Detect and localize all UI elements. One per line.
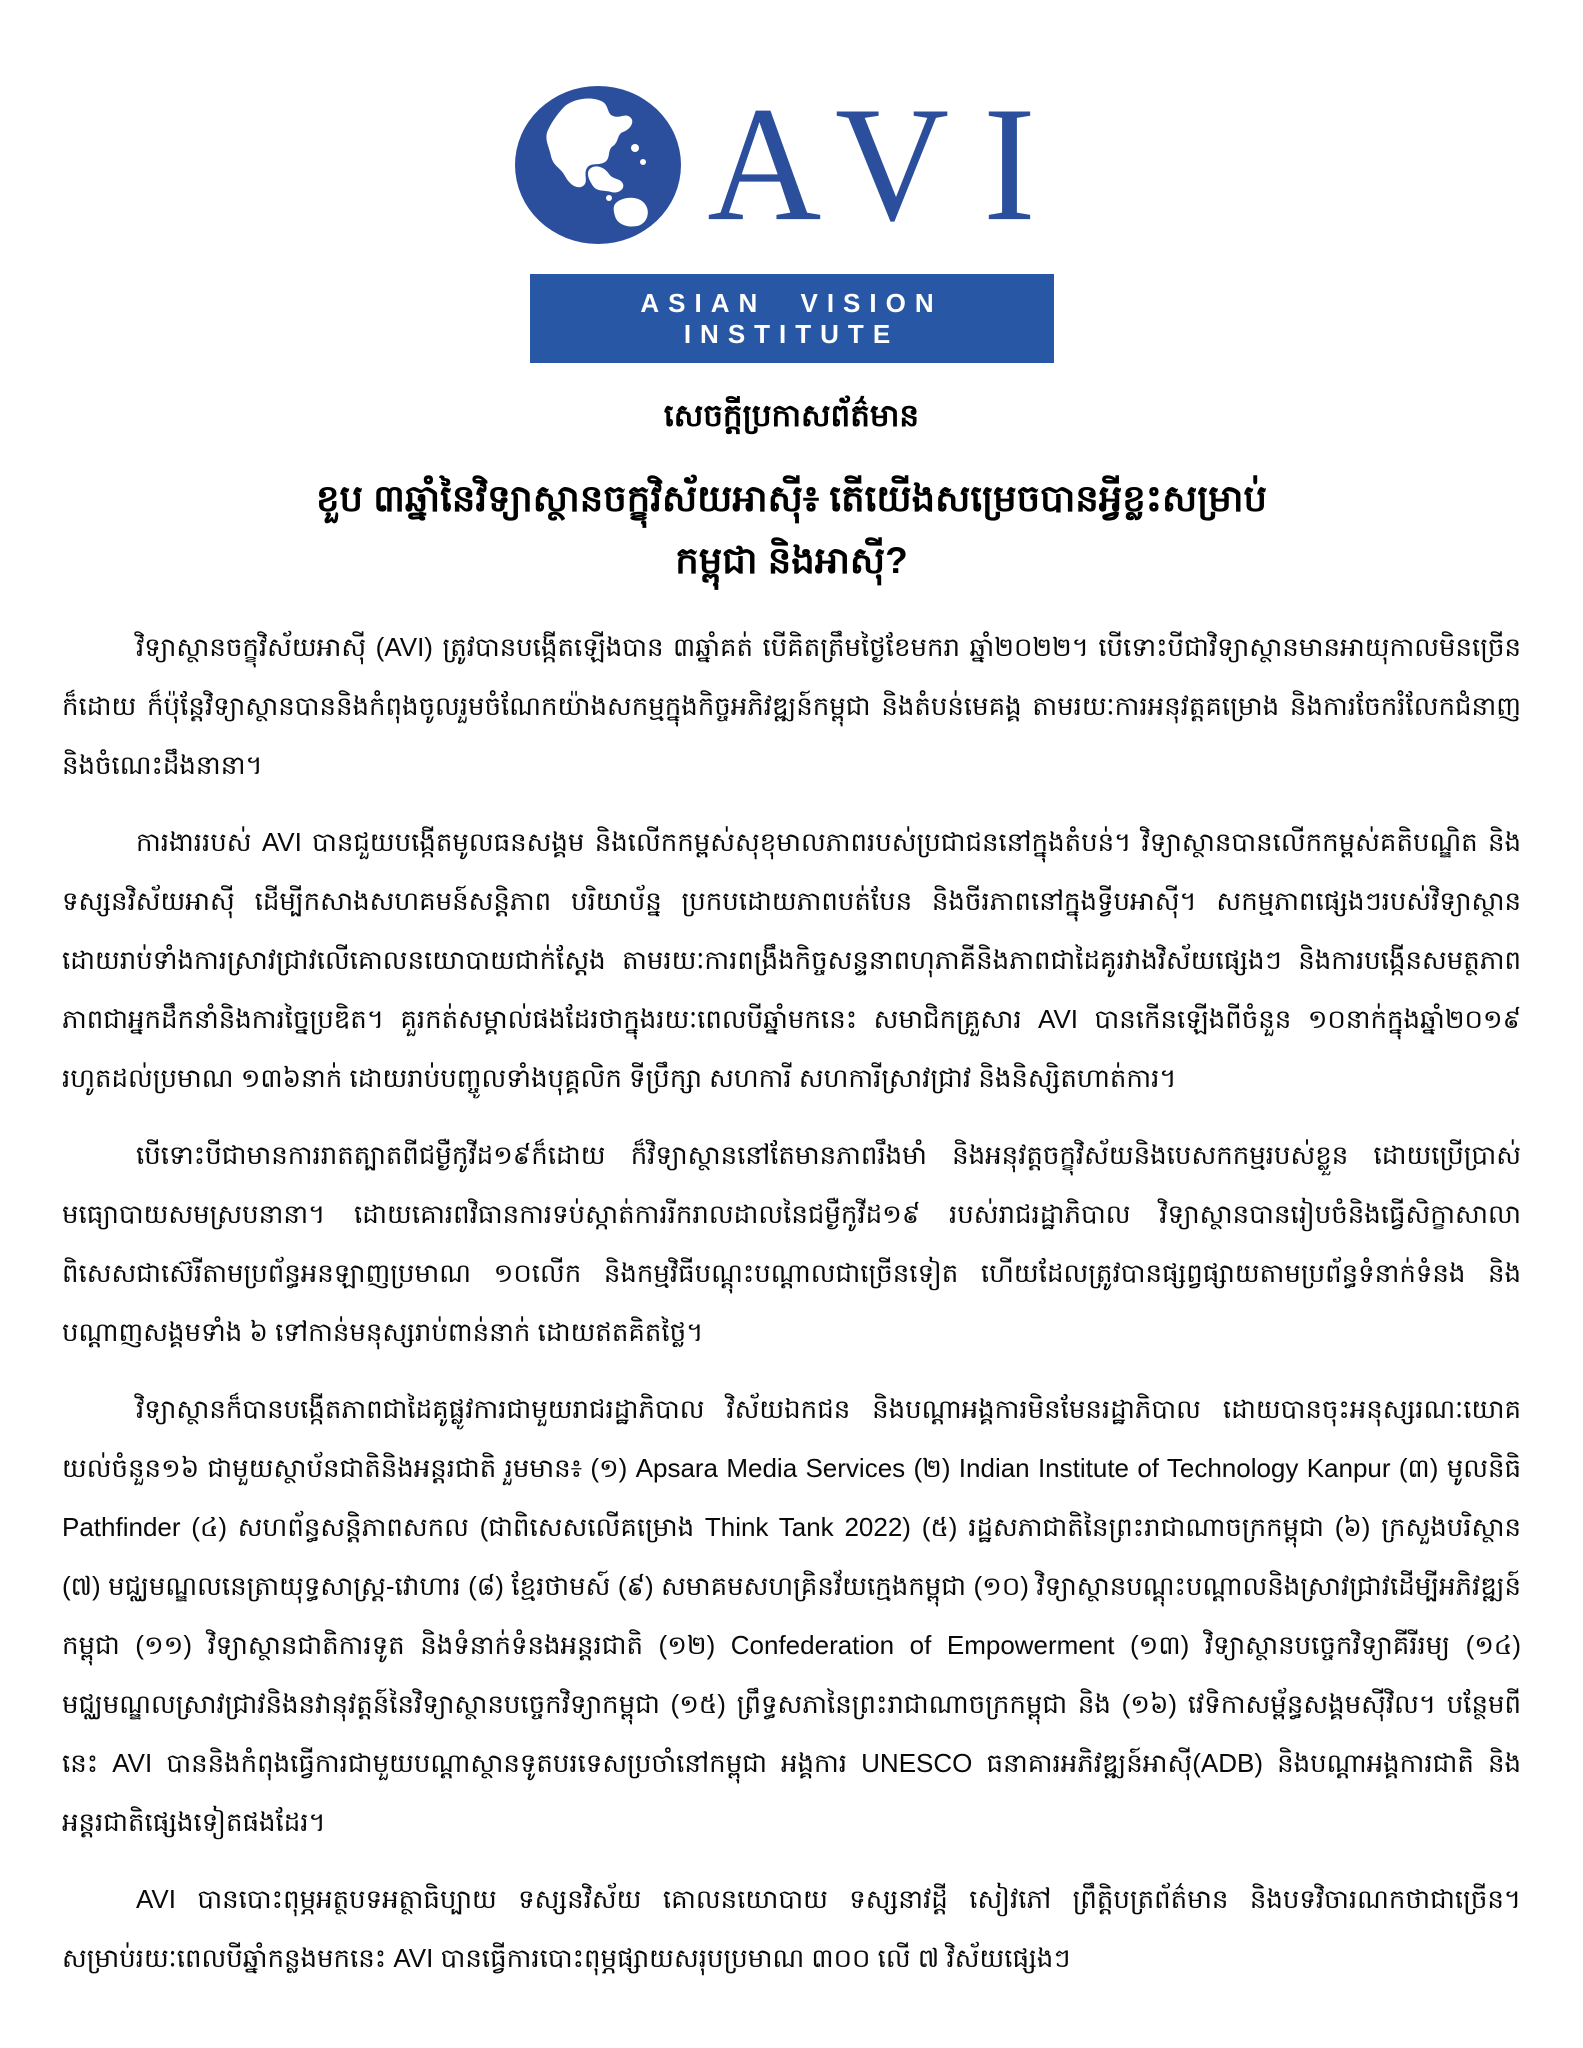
document-title xyxy=(102,468,1481,592)
globe-asia-pacific-icon xyxy=(513,84,683,246)
logo-banner: ASIAN VISION INSTITUTE xyxy=(530,274,1054,363)
paragraph-3: បើទោះបីជាមានការរាតត្បាតពីជម្ងឺកូវីដ១៩ក៏ដោយ ក៏វិទ្យាស្ថាននៅតែមានភាពរឹងមាំ និងអនុវត្តចក្ខុវិស័យនិងបេសកកម្មរបស់ខ្លួន ដោយប្រើប្រាស់មធ្យោបាយសមស្របនានា។ ដោយគោរពវិធានការទប់ស្កាត់ការរីករាលដាលនៃជម្ងឺកូវីដ១៩ របស់រាជរដ្ឋាភិបាល វិទ្យាស្ថានបានរៀបចំនិងធ្វើសិក្ខាសាលាពិសេសជាស៊េរីតាមប្រព័ន្ធអនឡាញប្រមាណ ១០លើក និងកម្មវិធីបណ្តុះបណ្តាលជាច្រើនទៀត ហើយដែលត្រូវបានផ្សព្វផ្សាយតាមប្រព័ន្ធទំនាក់ទំនង និងបណ្តាញសង្គមទាំង ៦ ទៅកាន់មនុស្សរាប់ពាន់នាក់ ដោយឥតគិតថ្លៃ។ xyxy=(62,1140,1521,1347)
paragraph-4: វិទ្យាស្ថានក៏បានបង្កើតភាពជាដៃគូផ្លូវការជាមួយរាជរដ្ឋាភិបាល វិស័យឯកជន និងបណ្តាអង្គការមិនមែនរដ្ឋាភិបាល ដោយបានចុះអនុស្សរណៈយោគយល់ចំនួន១៦ ជាមួយស្ថាប័នជាតិនិងអន្តរជាតិ រួមមាន៖ (១) Apsara Media Services (២) Indian Institute of Technology Kanpur (៣) មូលនិធិ Pathfinder (៤) សហព័ន្ធសន្តិភាពសកល (ជាពិសេសលើគម្រោង Think Tank 2022) (៥) រដ្ឋសភាជាតិនៃព្រះរាជាណាចក្រកម្ពុជា (៦) ក្រសួងបរិស្ថាន (៧) មជ្ឈមណ្ឌលនេត្រាយុទ្ធសាស្ត្រ-វោហារ (៨) ខ្មែរថាមស៍ (៩) សមាគមសហគ្រិនវ័យក្មេងកម្ពុជា (១០) វិទ្យាស្ថានបណ្តុះបណ្តាលនិងស្រាវជ្រាវដើម្បីអភិវឌ្ឍន៍កម្ពុជា (១១) វិទ្យាស្ថានជាតិការទូត និងទំនាក់ទំនងអន្តរជាតិ (១២) Confederation of Empowerment (១៣) វិទ្យាស្ថានបច្ចេកវិទ្យាគីរីរម្យ (១៤) មជ្ឈមណ្ឌលស្រាវជ្រាវនិងនវានុវត្តន៍នៃវិទ្យាស្ថានបច្ចេកវិទ្យាកម្ពុជា (១៥) ព្រឹទ្ធសភានៃព្រះរាជាណាចក្រកម្ពុជា និង (១៦) វេទិកាសម្ព័ន្ធសង្គមស៊ីវិល។ បន្ថែមពីនេះ AVI បាននិងកំពុងធ្វើការជាមួយបណ្តាស្ថានទូតបរទេសប្រចាំនៅកម្ពុជា អង្គការ UNESCO ធនាគារអភិវឌ្ឍន៍អាស៊ី(ADB) និងបណ្តាអង្គការជាតិ និងអន្តរជាតិផ្សេងទៀតផងដែរ។ xyxy=(62,1394,1521,1837)
title-line-2: កម្ពុជា និងអាស៊ី? xyxy=(675,540,908,581)
paragraph-2: ការងាររបស់ AVI បានជួយបង្កើតមូលធនសង្គម និងលើកកម្ពស់សុខុមាលភាពរបស់ប្រជាជននៅក្នុងតំបន់។ វិទ្យាស្ថានបានលើកកម្ពស់គតិបណ្ឌិត និងទស្សនវិស័យអាស៊ី ដើម្បីកសាងសហគមន៍សន្តិភាព បរិយាប័ន្ន ប្រកបដោយភាពបត់បែន និងចីរភាពនៅក្នុងទ្វីបអាស៊ី។ សកម្មភាពផ្សេងៗរបស់វិទ្យាស្ថាន ដោយរាប់ទាំងការស្រាវជ្រាវលើគោលនយោបាយជាក់ស្តែង តាមរយៈការពង្រឹងកិច្ចសន្ទនាពហុភាគីនិងភាពជាដៃគូរវាងវិស័យផ្សេងៗ និងការបង្កើនសមត្ថភាពភាពជាអ្នកដឹកនាំនិងការច្នៃប្រឌិត។ គួរកត់សម្គាល់ផងដែរថាក្នុងរយៈពេលបីឆ្នាំមកនេះ សមាជិកគ្រួសារ AVI បានកើនឡើងពីចំនួន ១០នាក់ក្នុងឆ្នាំ២០១៩ រហូតដល់ប្រមាណ ១៣៦នាក់ ដោយរាប់បញ្ចូលទាំងបុគ្គលិក ទីប្រឹក្សា សហការី សហការីស្រាវជ្រាវ និងនិស្សិតហាត់ការ។ xyxy=(62,827,1521,1093)
paragraph-1: វិទ្យាស្ថានចក្ខុវិស័យអាស៊ី (AVI) ត្រូវបានបង្កើតឡើងបាន ៣ឆ្នាំគត់ បើគិតត្រឹមថ្ងៃខែមករា ឆ្នាំ២០២២។ បើទោះបីជាវិទ្យាស្ថានមានអាយុកាលមិនច្រើនក៏ដោយ ក៏ប៉ុន្តែវិទ្យាស្ថានបាននិងកំពុងចូលរួមចំណែកយ៉ាងសកម្មក្នុងកិច្ចអភិវឌ្ឍន៍កម្ពុជា និងតំបន់មេគង្គ តាមរយៈការអនុវត្តគម្រោង និងការចែករំលែកជំនាញនិងចំណេះដឹងនានា។ xyxy=(62,632,1521,780)
paragraph-5: AVI បានបោះពុម្ភអត្ថបទអត្ថាធិប្បាយ ទស្សនវិស័យ គោលនយោបាយ ទស្សនាវដ្ដី សៀវភៅ ព្រឹត្តិបត្រព័ត៌មាន និងបទវិចារណកថាជាច្រើន។ សម្រាប់រយៈពេលបីឆ្នាំកន្លងមកនេះ AVI បានធ្វើការបោះពុម្ភផ្សាយសរុបប្រមាណ ៣០០ លើ ៧ វិស័យផ្សេងៗ xyxy=(62,1884,1521,1973)
logo-row xyxy=(513,70,1069,260)
press-release-label: សេចក្តីប្រកាសព័ត៌មាន xyxy=(663,398,920,433)
document-body xyxy=(62,397,1521,1988)
logo-acronym: AVI xyxy=(707,73,1070,256)
avi-logo xyxy=(62,70,1521,363)
title-line-1: ខួប ៣ឆ្នាំនៃវិទ្យាស្ថានចក្ខុវិស័យអាស៊ី៖ តើយើងសម្រេចបានអ្វីខ្លះសម្រាប់ xyxy=(316,478,1267,519)
paragraph-container xyxy=(62,618,1521,1988)
